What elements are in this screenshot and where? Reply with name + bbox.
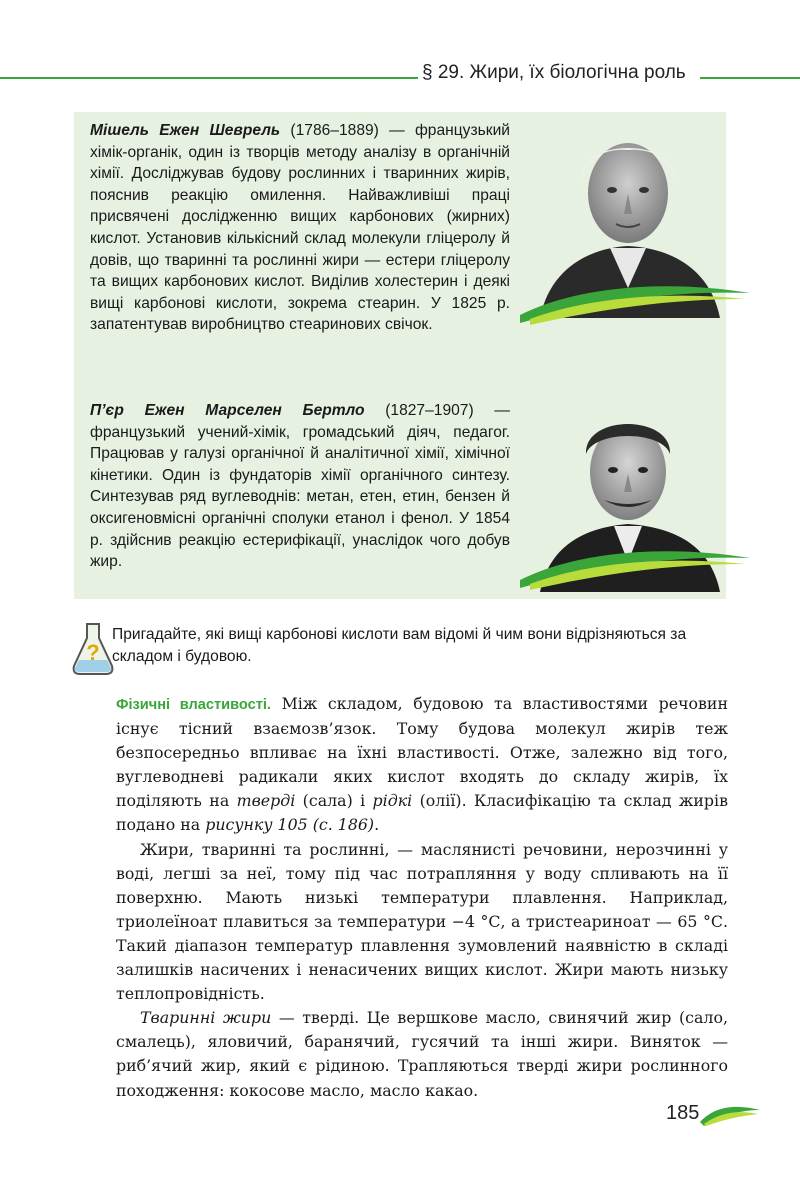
text-run: (сала) і <box>295 791 373 811</box>
text-run: (олії). Класифікацію та склад жирів подано на <box>116 791 728 835</box>
figure-reference: рисунку 105 (с. 186) <box>205 815 375 835</box>
green-swoosh-decoration <box>520 540 750 590</box>
text-run: . <box>374 815 380 835</box>
paragraph-animal-fats <box>116 1006 728 1102</box>
bio-name-chevreul: Мішель Ежен Шеврель <box>90 122 281 139</box>
question-prompt: Пригадайте, які вищі карбонові кислоти вам відомі й чим вони відрізняються за складом і будовою. <box>112 626 687 665</box>
text-run: Між складом, будовою та властивостями речовин існує тісний взаємозв’язок. Тому будова молекул жирів теж безпосередньо впливає на їхні властивості. Отже, залежно від того, вуглеводневі радикали яких кислот входять до складу жирів, їх поділяють на <box>116 694 728 811</box>
biography-chevreul <box>90 120 510 336</box>
page-number: 185 <box>666 1102 700 1124</box>
biography-berthelot <box>90 400 510 573</box>
term-solid: тверді <box>236 791 296 811</box>
bio-text-chevreul: (1786–1889) — французький хімік-органік, один із творців методу аналізу в органічній хімії. Досліджував будову рослинних і тваринних жирів, пояснив реакцію омилення. Найважливіші праці присвячені дослідженню вищих карбонових (жирних) кислот. Установив кількісний склад молекули гліцеролу й довів, що тваринні та рослинні жири — естери гліцеролу та вищих карбонових кислот. Виділив холестерин і деякі вищі карбонові кислоти, зокрема стеарин. У 1825 р. запатентував виробництво стеаринових свічок. <box>90 122 510 334</box>
term-animal-fats: Тваринні жири <box>140 1008 272 1028</box>
question-flask-icon <box>70 620 116 678</box>
paragraph-fats-properties: Жири, тваринні та рослинні, — маслянисті речовини, нерозчинні у воді, легші за неї, тому під час потрапляння у воду спливають на її поверхню. Мають низькі температури плавлення. Наприклад, триолеїноат плавиться за температури −4 °С, а тристеариноат — 65 °С. Такий діапазон температур плавлення зумовлений наявністю в складі залишків насичених і ненасичених вищих кислот. Жири мають низьку теплопровідність. <box>116 839 728 1004</box>
header-rule-left <box>0 77 418 79</box>
text-run: — тверді. Це вершкове масло, свинячий жир (сало, смалець), яловичий, баранячий, гусячий та інші жири. Виняток — риб’ячий жир, який є рідиною. Трапляються тверді жири рослинного походження: кокосове масло, масло какао. <box>116 1008 728 1100</box>
header-rule-right <box>700 77 800 79</box>
page-number-swoosh <box>700 1102 760 1126</box>
section-title: Фізичні властивості. <box>116 697 271 713</box>
green-swoosh-decoration <box>520 275 750 325</box>
bio-name-berthelot: П’єр Ежен Марселен Бертло <box>90 402 365 419</box>
main-text <box>116 692 728 1103</box>
page-header-title: § 29. Жири, їх біологічна роль <box>422 62 686 83</box>
paragraph-physical-properties <box>116 692 728 838</box>
term-liquid: рідкі <box>372 791 413 811</box>
svg-text:?: ? <box>86 640 100 665</box>
bio-text-berthelot: (1827–1907) — французький учений-хімік, громадський діяч, педагог. Працював у галузі органічної й аналітичної хімії, хімічної кінетики. Один із фундаторів хімії органічного синтезу. Синтезував ряд вуглеводнів: метан, етен, етин, бензен й оксигеновмісні органічні сполуки етанол і фенол. У 1854 р. здійснив реакцію естерифікації, унаслідок чого добув жир. <box>90 402 510 571</box>
